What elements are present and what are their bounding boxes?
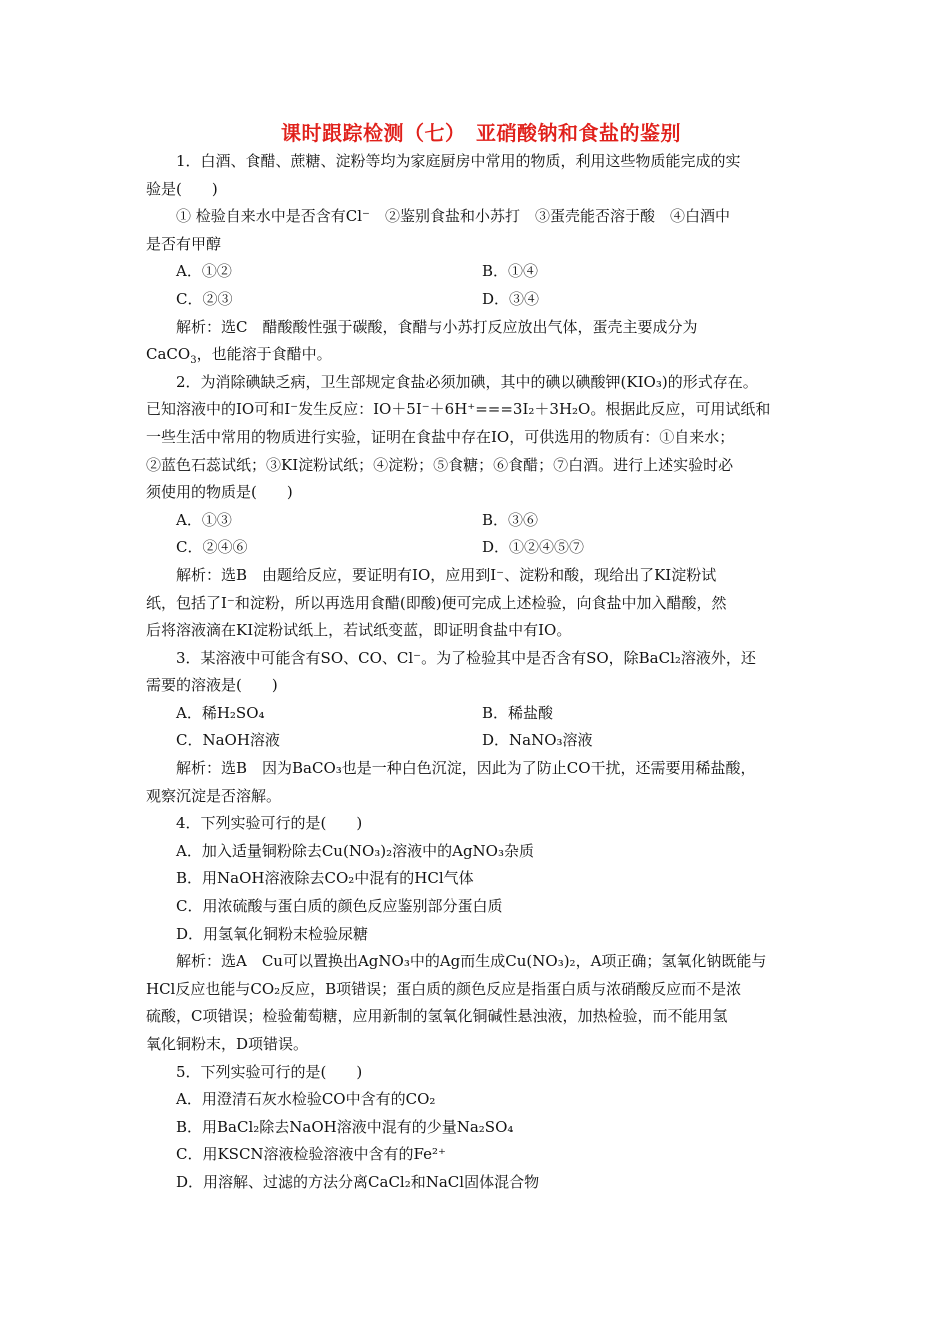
q2-stem-line-5: 须使用的物质是( )	[146, 483, 293, 502]
q3-option-b: B．稀盐酸	[482, 703, 554, 722]
q2-option-d: D．①②④⑤⑦	[482, 538, 585, 557]
q2-stem-line-2: 已知溶液中的IO可和I⁻发生反应：IO＋5I⁻＋6H⁺===3I₂＋3H₂O。根据此反应，可用试纸和	[146, 400, 771, 419]
q4-answer-line-1: 解析：选A Cu可以置换出AgNO₃中的Ag而生成Cu(NO₃)₂，A项正确；氢氧化钠既能与	[176, 952, 767, 971]
q3-options-row-1	[146, 700, 816, 728]
q2-stem-line-1: 2．为消除碘缺乏病，卫生部规定食盐必须加碘，其中的碘以碘酸钾(KIO₃)的形式存在。	[176, 372, 758, 391]
q1-option-d: D．③④	[482, 289, 540, 308]
question-3	[146, 645, 816, 811]
q4-stem: 4．下列实验可行的是( )	[176, 814, 363, 833]
q4-option-a: A．加入适量铜粉除去Cu(NO₃)₂溶液中的AgNO₃杂质	[176, 841, 534, 860]
q1-options-row-2	[146, 286, 816, 314]
q2-option-b: B．③⑥	[482, 510, 539, 529]
q1-items-line-1: ① 检验自来水中是否含有Cl⁻ ②鉴别食盐和小苏打 ③蛋壳能否溶于酸 ④白酒中	[176, 207, 730, 226]
q5-option-d: D．用溶解、过滤的方法分离CaCl₂和NaCl固体混合物	[176, 1172, 540, 1191]
q4-option-b: B．用NaOH溶液除去CO₂中混有的HCl气体	[176, 869, 474, 888]
q2-option-a: A．①③	[176, 510, 232, 529]
q1-options-row-1	[146, 258, 816, 286]
q1-option-b: B．①④	[482, 262, 539, 281]
q3-option-d: D．NaNO₃溶液	[482, 731, 593, 750]
q5-stem: 5．下列实验可行的是( )	[176, 1062, 363, 1081]
q2-answer-line-2: 纸，包括了I⁻和淀粉，所以再选用食醋(即酸)便可完成上述检验，向食盐中加入醋酸，然	[146, 593, 727, 612]
q3-stem-line-2: 需要的溶液是( )	[146, 676, 278, 695]
q4-option-d: D．用氢氧化铜粉末检验尿糖	[176, 924, 369, 943]
q3-option-a: A．稀H₂SO₄	[176, 703, 265, 722]
q4-answer-line-2: HCl反应也能与CO₂反应，B项错误；蛋白质的颜色反应是指蛋白质与浓硝酸反应而不是浓	[146, 979, 742, 998]
question-4	[146, 810, 816, 1058]
question-2	[146, 369, 816, 645]
q1-option-c: C．②③	[176, 289, 233, 308]
q2-answer-line-3: 后将溶液滴在KI淀粉试纸上，若试纸变蓝，即证明食盐中有IO。	[146, 621, 572, 640]
q1-answer-tail: ，也能溶于食醋中。	[196, 345, 332, 364]
q1-answer-subscript: 3	[190, 355, 197, 367]
q1-answer-line-2	[146, 341, 816, 369]
q2-options-row-1	[146, 507, 816, 535]
q3-options-row-2	[146, 727, 816, 755]
q3-option-c: C．NaOH溶液	[176, 731, 280, 750]
q2-stem-line-4: ②蓝色石蕊试纸；③KI淀粉试纸；④淀粉；⑤食糖；⑥食醋；⑦白酒。进行上述实验时必	[146, 455, 734, 474]
q1-stem-line-1: 1．白酒、食醋、蔗糖、淀粉等均为家庭厨房中常用的物质，利用这些物质能完成的实	[176, 152, 741, 170]
document-title: 课时跟踪检测（七） 亚硝酸钠和食盐的鉴别	[281, 121, 681, 145]
q3-stem-line-1: 3．某溶液中可能含有SO、CO、Cl⁻。为了检验其中是否含有SO，除BaCl₂溶液外，还	[176, 648, 756, 667]
q2-answer-line-1: 解析：选B 由题给反应，要证明有IO，应用到I⁻、淀粉和酸，现给出了KI淀粉试	[176, 565, 717, 584]
q2-option-c: C．②④⑥	[176, 538, 248, 557]
q4-option-c: C．用浓硫酸与蛋白质的颜色反应鉴别部分蛋白质	[176, 897, 503, 916]
q1-answer-formula: CaCO	[146, 345, 191, 364]
document-page	[146, 118, 816, 1197]
q3-answer-line-1: 解析：选B 因为BaCO₃也是一种白色沉淀，因此为了防止CO干扰，还需要用稀盐酸，	[176, 759, 756, 778]
q4-answer-line-3: 硫酸，C项错误；检验葡萄糖，应用新制的氢氧化铜碱性悬浊液，加热检验，而不能用氢	[146, 1007, 728, 1026]
q5-option-a: A．用澄清石灰水检验CO中含有的CO₂	[176, 1090, 436, 1109]
question-5	[146, 1059, 816, 1197]
q1-option-a: A．①②	[176, 262, 232, 281]
q1-stem-line-2: 验是( )	[146, 179, 218, 198]
q3-answer-line-2: 观察沉淀是否溶解。	[146, 786, 282, 805]
q5-option-c: C．用KSCN溶液检验溶液中含有的Fe²⁺	[176, 1145, 446, 1164]
q2-options-row-2	[146, 534, 816, 562]
question-1	[146, 148, 816, 369]
q1-items-line-2: 是否有甲醇	[146, 234, 222, 253]
q1-answer-line-1: 解析：选C 醋酸酸性强于碳酸，食醋与小苏打反应放出气体，蛋壳主要成分为	[176, 317, 698, 336]
q4-answer-line-4: 氧化铜粉末，D项错误。	[146, 1035, 309, 1053]
q2-stem-line-3: 一些生活中常用的物质进行实验，证明在食盐中存在IO，可供选用的物质有：①自来水；	[146, 427, 735, 446]
q5-option-b: B．用BaCl₂除去NaOH溶液中混有的少量Na₂SO₄	[176, 1117, 514, 1136]
